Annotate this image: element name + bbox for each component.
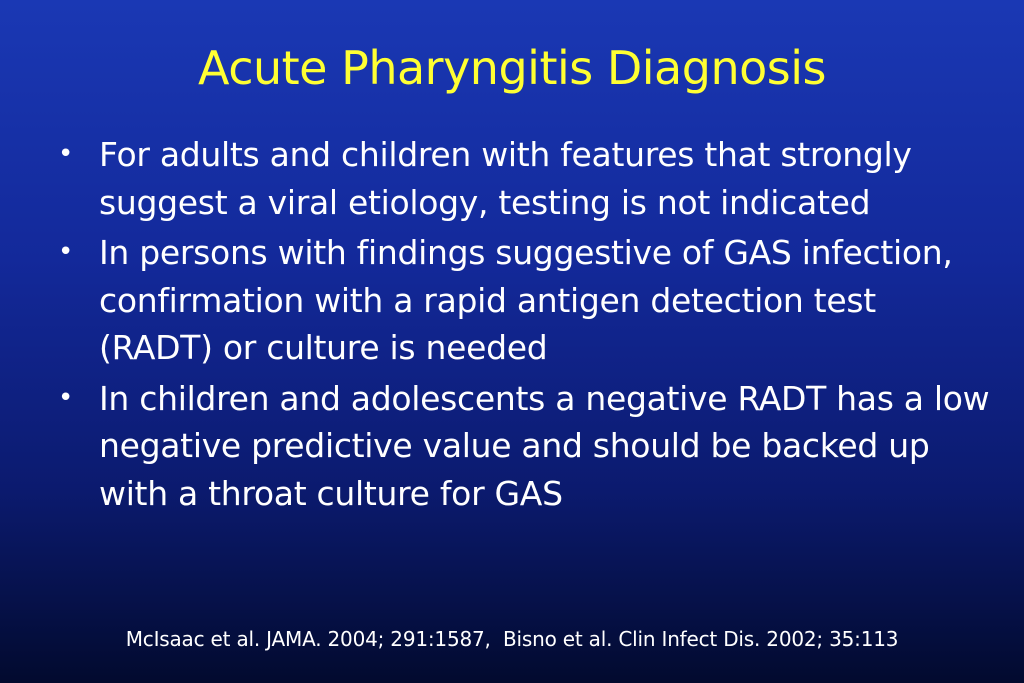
slide-title: Acute Pharyngitis Diagnosis	[198, 41, 826, 95]
bullet-item	[58, 375, 998, 518]
bullet-item	[58, 229, 998, 372]
bullet-icon: •	[58, 139, 74, 169]
bullet-text: In persons with findings suggestive of GAS infection, confirmation with a rapid antigen detection test (RADT) or culture is needed	[99, 233, 953, 367]
bullet-icon: •	[58, 382, 74, 413]
bullet-text: In children and adolescents a negative RADT has a low negative predictive value and should be backed up with a throat culture for GAS	[99, 378, 990, 513]
citation: McIsaac et al. JAMA. 2004; 291:1587, Bisno et al. Clin Infect Dis. 2002; 35:113	[125, 627, 899, 651]
bullet-text: For adults and children with features that strongly suggest a viral etiology, testing is not indicated	[99, 135, 912, 222]
bullet-list	[58, 131, 998, 520]
bullet-item	[58, 131, 998, 226]
bullet-icon: •	[58, 237, 74, 267]
